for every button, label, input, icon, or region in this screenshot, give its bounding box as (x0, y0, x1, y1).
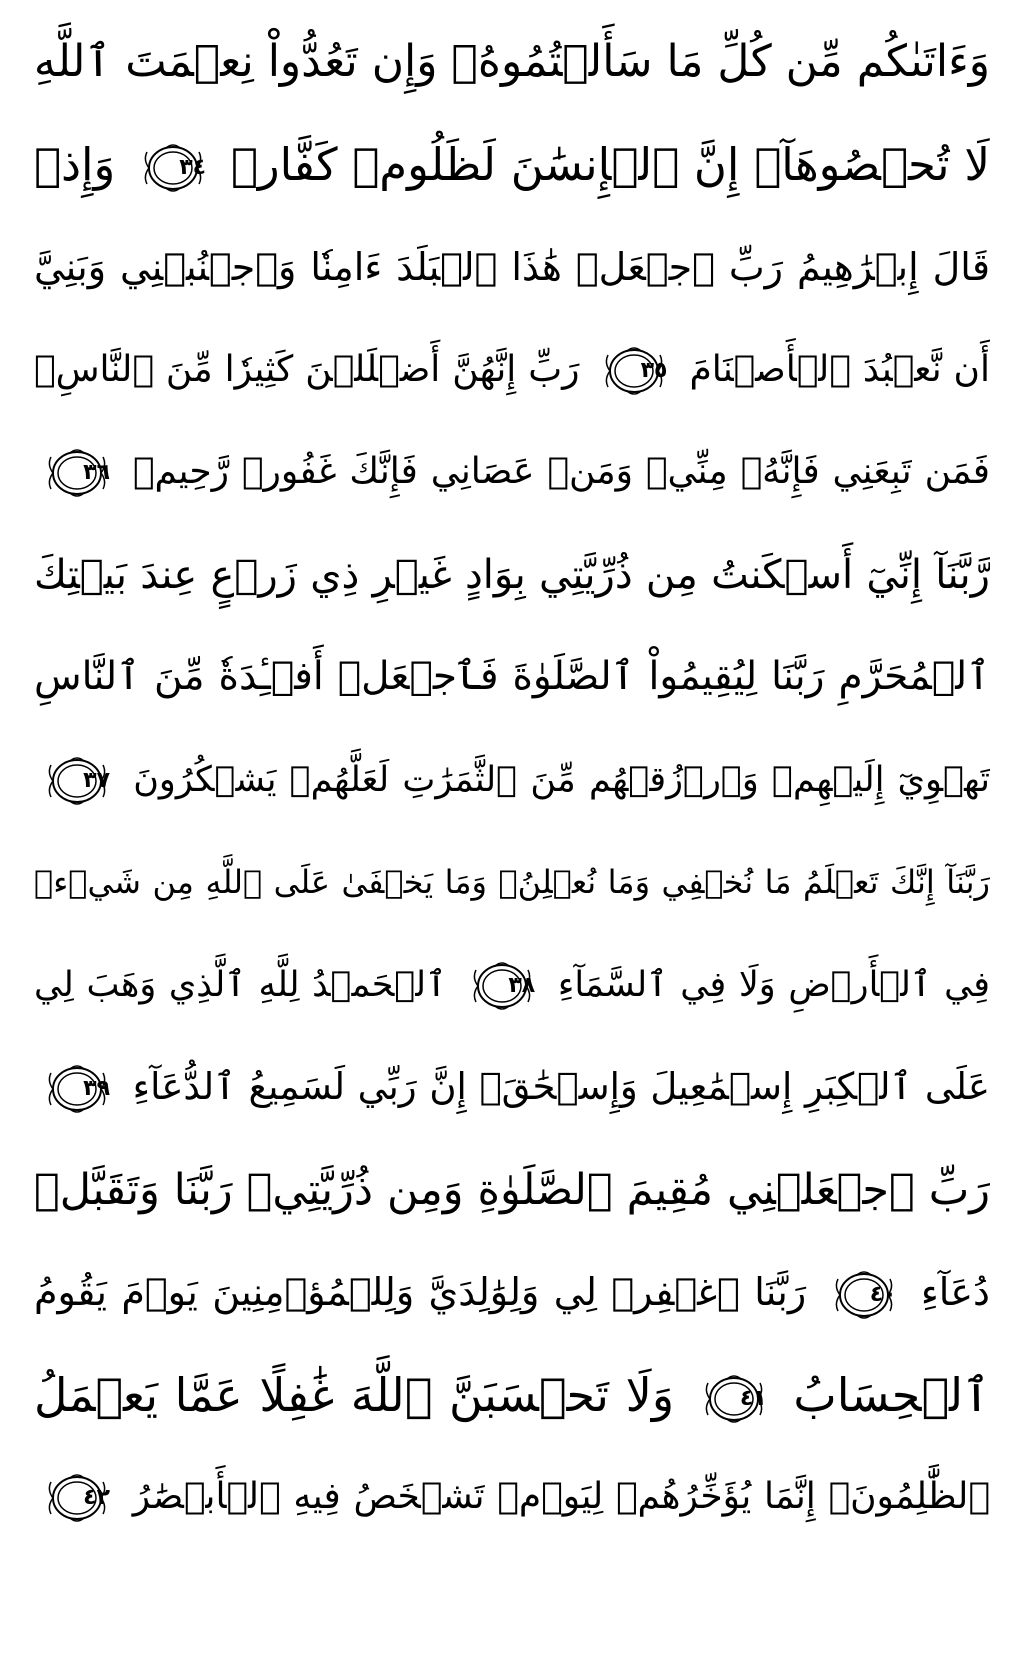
text-line-2 (34, 117, 990, 213)
text-line-15 (34, 1449, 990, 1545)
line-text: تَهۡوِيٓ إِلَيۡهِمۡ وَٱرۡزُقۡهُم مِّنَ ٱلثَّمَرَٰتِ لَعَلَّهُمۡ يَشۡكُرُونَ (133, 760, 990, 800)
text-line-4 (34, 322, 990, 418)
line-text: أَن نَّعۡبُدَ ٱلۡأَصۡنَامَ (689, 349, 990, 390)
ayah-marker (469, 958, 535, 1014)
line-text: قَالَ إِبۡرَٰهِيمُ رَبِّ ٱجۡعَلۡ هَٰذَا ٱلۡبَلَدَ ءَامِنٗا وَٱجۡنُبۡنِي وَبَنِيَّ (34, 245, 990, 289)
line-text: رَبِّ ٱجۡعَلۡنِي مُقِيمَ ٱلصَّلَوٰةِ وَمِن ذُرِّيَّتِيۚ رَبَّنَا وَتَقَبَّلۡ (34, 1165, 990, 1215)
ayah-number: ٣٦ (83, 460, 110, 485)
text-line-9 (34, 834, 990, 930)
line-text: وَءَاتَىٰكُم مِّن كُلِّ مَا سَأَلۡتُمُوهُۚ وَإِن تَعُدُّواْ نِعۡمَتَ ٱللَّهِ (34, 36, 990, 87)
ayah-number: ٣٨ (508, 973, 536, 998)
ayah-number: ٣٩ (83, 1075, 110, 1101)
line-text: فَمَن تَبِعَنِي فَإِنَّهُۥ مِنِّيۖ وَمَنۡ عَصَانِي فَإِنَّكَ غَفُورٞ رَّحِيمٞ (132, 451, 990, 492)
ayah-number: ٣٥ (640, 358, 668, 383)
text-line-5 (34, 424, 990, 520)
ayah-marker (601, 343, 667, 399)
text-line-1 (34, 14, 990, 110)
line-text: رَبَّنَا ٱغۡفِرۡ لِي وَلِوَٰلِدَيَّ وَلِلۡمُؤۡمِنِينَ يَوۡمَ يَقُومُ (34, 1270, 807, 1314)
text-line-12 (34, 1142, 990, 1238)
line-text: رَبَّنَآ إِنَّكَ تَعۡلَمُ مَا نُخۡفِي وَمَا نُعۡلِنُۗ وَمَا يَخۡفَىٰ عَلَى ٱللَّهِ مِن شَيۡءٖ (34, 863, 990, 901)
ayah-marker (44, 1061, 110, 1117)
ayah-marker (44, 1470, 110, 1526)
text-line-8 (34, 732, 990, 828)
line-text: وَلَا تَحۡسَبَنَّ ٱللَّهَ غَٰفِلًا عَمَّا يَعۡمَلُ (34, 1368, 675, 1422)
ayah-number: ٣٤ (179, 155, 207, 180)
line-text: ٱلۡحِسَابُ (793, 1368, 990, 1422)
ayah-marker (701, 1371, 767, 1427)
line-text: ٱلظَّٰلِمُونَۚ إِنَّمَا يُؤَخِّرُهُمۡ لِيَوۡمٖ تَشۡخَصُ فِيهِ ٱلۡأَبۡصَٰرُ (132, 1476, 990, 1517)
line-text: دُعَآءِ (920, 1270, 990, 1314)
line-text: فِي ٱلۡأَرۡضِ وَلَا فِي ٱلسَّمَآءِ (557, 965, 990, 1005)
ayah-marker (831, 1267, 897, 1323)
text-line-6 (34, 527, 990, 623)
text-line-3 (34, 219, 990, 315)
ayah-marker (44, 445, 110, 501)
line-text: ٱلۡحَمۡدُ لِلَّهِ ٱلَّذِي وَهَبَ لِي (34, 965, 447, 1005)
line-text: رَّبَّنَآ إِنِّيٓ أَسۡكَنتُ مِن ذُرِّيَّتِي بِوَادٍ غَيۡرِ ذِي زَرۡعٍ عِندَ بَيۡتِكَ (34, 552, 990, 598)
line-text: لَا تُحۡصُوهَآۗ إِنَّ ٱلۡإِنسَٰنَ لَظَلُومٞ كَفَّارٞ (230, 138, 990, 191)
ayah-marker (44, 753, 110, 809)
line-text: وَإِذۡ (34, 138, 116, 191)
line-text: عَلَى ٱلۡكِبَرِ إِسۡمَٰعِيلَ وَإِسۡحَٰقَۚ إِنَّ رَبِّي لَسَمِيعُ ٱلدُّعَآءِ (132, 1065, 990, 1108)
line-text: ٱلۡمُحَرَّمِ رَبَّنَا لِيُقِيمُواْ ٱلصَّلَوٰةَ فَٱجۡعَلۡ أَفۡـِٔدَةٗ مِّنَ ٱلنَّاسِ (34, 654, 990, 699)
text-line-11 (34, 1039, 990, 1135)
text-line-7 (34, 629, 990, 725)
text-line-13 (34, 1244, 990, 1340)
ayah-number: ٤١ (739, 1385, 767, 1411)
ayah-number: ٤٢ (83, 1485, 110, 1510)
line-text: رَبِّ إِنَّهُنَّ أَضۡلَلۡنَ كَثِيرٗا مِّنَ ٱلنَّاسِۖ (34, 349, 580, 390)
ayah-marker (140, 140, 206, 196)
ayah-number: ٤٠ (869, 1281, 897, 1307)
ayah-number: ٣٧ (83, 768, 110, 793)
text-line-10 (34, 937, 990, 1033)
text-line-14 (34, 1347, 990, 1443)
